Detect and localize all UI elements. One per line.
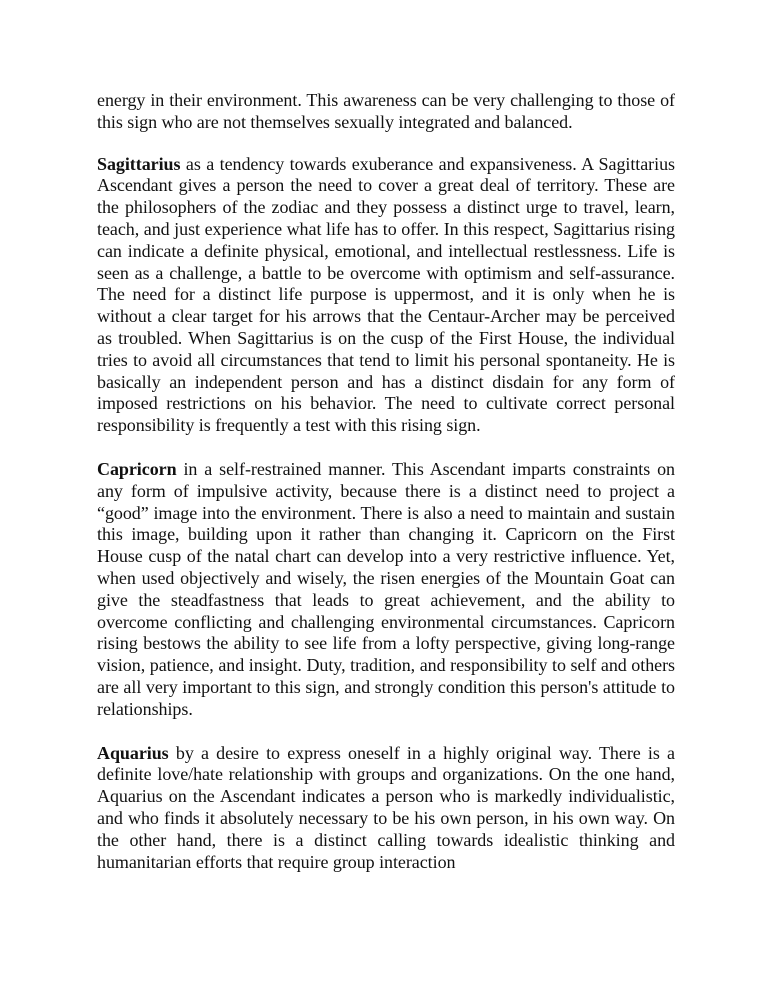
paragraph-text: as a tendency towards exuberance and expansiveness. A Sagittarius Ascendant gives a person the need to cover a great deal of territory. These are the philosophers of the zodiac and they possess a distinct urge to travel, learn, teach, and just experience what life has to offer. In this respect, Sagittarius rising can indicate a definite physical, emotional, and intellectual restlessness. Life is seen as a challenge, a battle to be overcome with optimism and self-assurance. The need for a distinct life purpose is uppermost, and it is only when he is without a clear target for his arrows that the Centaur-Archer may be perceived as troubled. When Sagittarius is on the cusp of the First House, the individual tries to avoid all circumstances that tend to limit his personal spontaneity. He is basically an independent person and has a distinct disdain for any form of imposed restrictions on his behavior. The need to cultivate correct personal responsibility is frequently a test with this rising sign. (97, 153, 675, 436)
paragraph-sagittarius (97, 154, 675, 437)
paragraph-heading: Capricorn (97, 458, 177, 479)
paragraph-scorpio-continuation (97, 90, 675, 134)
paragraph-text: energy in their environment. This awareness can be very challenging to those of this sign who are not themselves sexually integrated and balanced. (97, 90, 675, 132)
paragraph-text: in a self-restrained manner. This Ascendant imparts constraints on any form of impulsive activity, because there is a distinct need to project a “good” image into the environment. There is also a need to maintain and sustain this image, building upon it rather than changing it. Capricorn on the First House cusp of the natal chart can develop into a very restrictive influence. Yet, when used objectively and wisely, the risen energies of the Mountain Goat can give the steadfastness that leads to great achievement, and the ability to overcome conflicting and challenging environmental circumstances. Capricorn rising bestows the ability to see life from a lofty perspective, giving long-range vision, patience, and insight. Duty, tradition, and responsibility to self and others are all very important to this sign, and strongly condition this person's attitude to relationships. (97, 458, 675, 719)
paragraph-capricorn (97, 459, 675, 721)
paragraph-heading: Aquarius (97, 742, 169, 763)
paragraph-text: by a desire to express oneself in a highly original way. There is a definite love/hate relationship with groups and organizations. On the one hand, Aquarius on the Ascendant indicates a person who is markedly individualistic, and who finds it absolutely necessary to be his own person, in his own way. On the other hand, there is a distinct calling towards idealistic thinking and humanitarian efforts that require group interaction (97, 742, 675, 872)
paragraph-heading: Sagittarius (97, 153, 181, 174)
paragraph-aquarius (97, 743, 675, 874)
